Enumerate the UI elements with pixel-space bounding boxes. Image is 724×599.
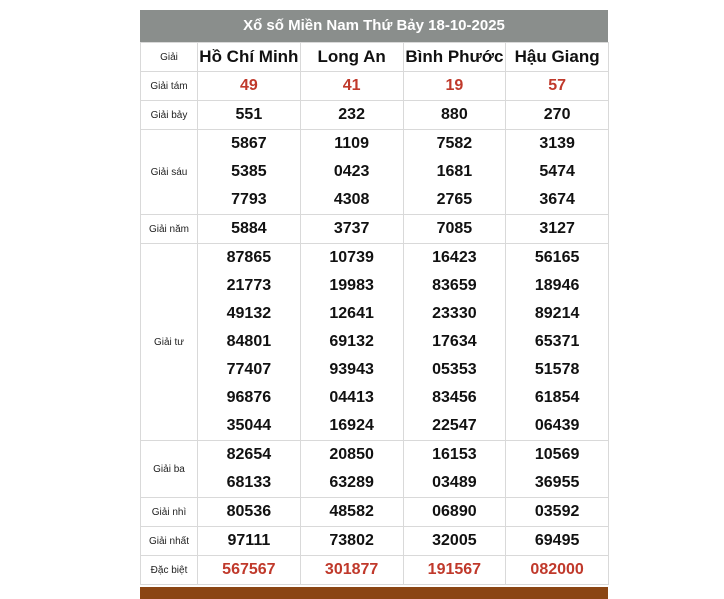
prize-cell bbox=[403, 244, 506, 441]
result-number: 5385 bbox=[231, 163, 267, 180]
prize-cell bbox=[300, 244, 403, 441]
prize-cell bbox=[403, 130, 506, 215]
result-number: 3139 bbox=[539, 135, 575, 152]
result-number: 56165 bbox=[534, 249, 580, 266]
result-number: 05353 bbox=[432, 361, 477, 378]
prize-cell bbox=[300, 215, 403, 244]
result-number: 73802 bbox=[329, 532, 374, 549]
prize-row-giai-ba bbox=[141, 441, 609, 498]
prize-row-dac-biet bbox=[141, 556, 609, 585]
result-number: 270 bbox=[543, 106, 571, 123]
prize-cell bbox=[198, 556, 301, 585]
result-number: 1109 bbox=[334, 135, 369, 152]
prize-cell bbox=[198, 498, 301, 527]
result-number: 5867 bbox=[231, 135, 267, 152]
province-name: Hồ Chí Minh bbox=[198, 43, 301, 72]
result-number: 7085 bbox=[436, 220, 473, 237]
result-number: 51578 bbox=[534, 361, 580, 378]
result-number: 83456 bbox=[432, 389, 477, 406]
prize-label: Giải nhì bbox=[141, 498, 198, 527]
result-number: 082000 bbox=[530, 561, 584, 578]
result-number: 3127 bbox=[539, 220, 575, 237]
result-number: 5474 bbox=[539, 163, 575, 180]
result-number: 10569 bbox=[534, 446, 580, 463]
result-number: 03592 bbox=[534, 503, 580, 520]
prize-cell bbox=[506, 498, 609, 527]
prize-cell bbox=[198, 527, 301, 556]
result-number: 0423 bbox=[333, 163, 370, 180]
prize-label: Giải ba bbox=[141, 441, 198, 498]
result-number: 06439 bbox=[534, 417, 580, 434]
prize-cell bbox=[300, 72, 403, 101]
prize-label: Giải tư bbox=[141, 244, 198, 441]
prize-label: Giải nhất bbox=[141, 527, 198, 556]
result-number: 97111 bbox=[227, 532, 271, 549]
prize-cell bbox=[506, 244, 609, 441]
result-number: 1681 bbox=[436, 163, 473, 180]
result-number: 83659 bbox=[432, 277, 477, 294]
result-number: 16153 bbox=[432, 446, 477, 463]
result-number: 3737 bbox=[333, 220, 370, 237]
result-number: 551 bbox=[235, 106, 263, 123]
province-name: Long An bbox=[300, 43, 403, 72]
result-number: 232 bbox=[338, 106, 365, 123]
prize-label: Giải sáu bbox=[141, 130, 198, 215]
province-name: Hậu Giang bbox=[506, 43, 609, 72]
prize-cell bbox=[198, 215, 301, 244]
result-number: 2765 bbox=[436, 191, 473, 208]
prize-cell bbox=[403, 498, 506, 527]
result-number: 48582 bbox=[329, 503, 374, 520]
result-number: 03489 bbox=[432, 474, 477, 491]
prize-cell bbox=[506, 527, 609, 556]
prize-cell bbox=[403, 556, 506, 585]
results-table bbox=[140, 42, 609, 585]
prize-cell bbox=[403, 215, 506, 244]
prize-cell bbox=[506, 441, 609, 498]
result-number: 93943 bbox=[329, 361, 374, 378]
result-number: 06890 bbox=[432, 503, 477, 520]
result-number: 12641 bbox=[329, 305, 374, 322]
result-number: 77407 bbox=[226, 361, 272, 378]
result-number: 69495 bbox=[534, 532, 580, 549]
prize-cell bbox=[403, 72, 506, 101]
results-panel bbox=[140, 10, 608, 599]
prize-label: Đặc biệt bbox=[141, 556, 198, 585]
result-number: 63289 bbox=[329, 474, 374, 491]
result-number: 68133 bbox=[226, 474, 272, 491]
prize-label: Giải tám bbox=[141, 72, 198, 101]
result-number: 301877 bbox=[324, 561, 379, 578]
result-number: 19 bbox=[445, 77, 464, 94]
result-number: 41 bbox=[342, 77, 361, 94]
result-number: 16423 bbox=[432, 249, 477, 266]
prize-cell bbox=[300, 101, 403, 130]
result-number: 49 bbox=[239, 77, 258, 94]
prize-cell bbox=[403, 441, 506, 498]
result-number: 80536 bbox=[226, 503, 272, 520]
result-number: 04413 bbox=[329, 389, 374, 406]
prize-row-giai-sau bbox=[141, 130, 609, 215]
prize-cell bbox=[198, 244, 301, 441]
result-number: 880 bbox=[441, 106, 468, 123]
result-number: 57 bbox=[548, 77, 567, 94]
prize-cell bbox=[198, 130, 301, 215]
result-number: 23330 bbox=[432, 305, 477, 322]
result-number: 69132 bbox=[329, 333, 374, 350]
prize-cell bbox=[198, 101, 301, 130]
result-number: 49132 bbox=[226, 305, 272, 322]
prize-cell bbox=[403, 527, 506, 556]
result-number: 19983 bbox=[329, 277, 374, 294]
prize-cell bbox=[403, 101, 506, 130]
prize-cell bbox=[300, 441, 403, 498]
result-number: 65371 bbox=[534, 333, 580, 350]
result-number: 21773 bbox=[226, 277, 272, 294]
prize-cell bbox=[300, 527, 403, 556]
prize-cell bbox=[506, 556, 609, 585]
prize-cell bbox=[300, 498, 403, 527]
result-number: 17634 bbox=[432, 333, 477, 350]
prize-label: Giải năm bbox=[141, 215, 198, 244]
prize-cell bbox=[506, 101, 609, 130]
result-number: 84801 bbox=[226, 333, 272, 350]
result-number: 61854 bbox=[534, 389, 580, 406]
result-number: 7582 bbox=[436, 135, 473, 152]
result-number: 32005 bbox=[432, 532, 477, 549]
prize-label: Giải bảy bbox=[141, 101, 198, 130]
result-number: 191567 bbox=[427, 561, 482, 578]
result-number: 16924 bbox=[329, 417, 374, 434]
prize-header: Giải bbox=[141, 43, 198, 72]
result-number: 89214 bbox=[534, 305, 580, 322]
province-name: Bình Phước bbox=[403, 43, 506, 72]
result-number: 82654 bbox=[226, 446, 272, 463]
prize-row-giai-nhi bbox=[141, 498, 609, 527]
result-number: 35044 bbox=[226, 417, 272, 434]
prize-cell bbox=[198, 72, 301, 101]
results-title: Xổ số Miền Nam Thứ Bảy 18-10-2025 bbox=[140, 10, 608, 42]
result-number: 567567 bbox=[222, 561, 276, 578]
result-number: 3674 bbox=[539, 191, 575, 208]
prize-cell bbox=[506, 130, 609, 215]
prize-row-giai-tam bbox=[141, 72, 609, 101]
prize-row-giai-nhat bbox=[141, 527, 609, 556]
prize-cell bbox=[198, 441, 301, 498]
result-number: 87865 bbox=[226, 249, 272, 266]
result-number: 5884 bbox=[231, 220, 267, 237]
header-row bbox=[141, 43, 609, 72]
result-number: 18946 bbox=[534, 277, 580, 294]
result-number: 96876 bbox=[226, 389, 272, 406]
result-number: 36955 bbox=[534, 474, 580, 491]
result-number: 10739 bbox=[329, 249, 374, 266]
prize-row-giai-bay bbox=[141, 101, 609, 130]
prize-row-giai-tu bbox=[141, 244, 609, 441]
prize-cell bbox=[506, 72, 609, 101]
prize-cell bbox=[506, 215, 609, 244]
prize-row-giai-nam bbox=[141, 215, 609, 244]
result-number: 7793 bbox=[231, 191, 267, 208]
result-number: 22547 bbox=[432, 417, 477, 434]
prize-cell bbox=[300, 130, 403, 215]
prize-cell bbox=[300, 556, 403, 585]
footer-bar bbox=[140, 587, 608, 599]
result-number: 4308 bbox=[333, 191, 370, 208]
result-number: 20850 bbox=[329, 446, 374, 463]
